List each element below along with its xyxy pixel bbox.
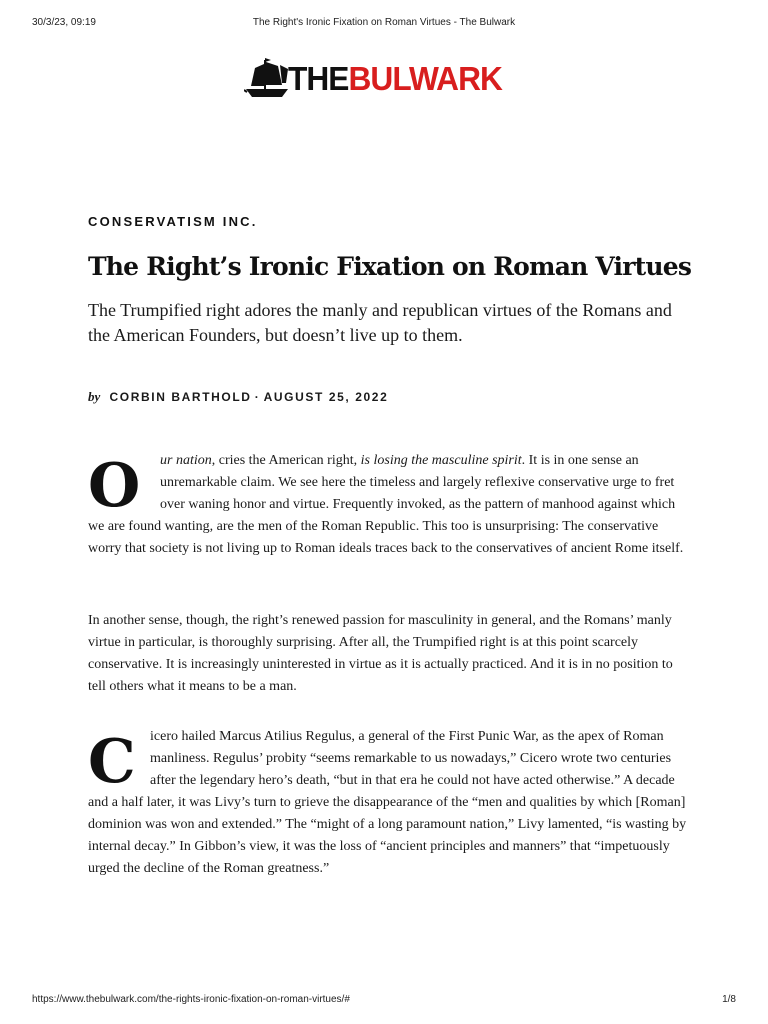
dropcap-o: O [88,451,141,521]
site-logo[interactable] [244,56,534,100]
byline-separator: · [254,390,261,404]
ship-icon [244,56,290,100]
article-dek: The Trumpified right adores the manly and republican virtues of the Romans and the American Founders, but doesn’t live up to them. [88,300,672,345]
paragraph-1-text-a: , cries the American right, [211,453,361,468]
article-paragraph-1 [88,450,688,560]
paragraph-1-text-b: . It is in one sense an unremarkable claim. We see here the timeless and largely reflexive conservative urge to fret over waning honor and virtue. Frequently invoked, as the pattern of manhood against which we are found wanting, are the men of the Roman Republic. This too is unsurprising: The conservative worry that society is not living up to Roman ideals traces back to the conservatives of ancient Rome itself. [88,453,684,556]
paragraph-1-lead: ur nation [160,453,212,468]
dropcap-c: C [88,727,136,797]
logo-the: THE [288,59,349,97]
byline-by: by [88,389,101,404]
print-page-title: The Right's Ironic Fixation on Roman Virtues - The Bulwark [252,17,516,28]
print-header [32,17,736,31]
byline-date: AUGUST 25, 2022 [263,390,389,404]
logo-wordmark [288,59,502,97]
byline-author[interactable]: CORBIN BARTHOLD [109,390,252,404]
paragraph-3-text: icero hailed Marcus Atilius Regulus, a general of the First Punic War, as the apex of Roman manliness. Regulus’ probity “seems remarkable to us nowadays,” Cicero wrote two centuries after the legendary hero’s death, “but in that era he could not have acted otherwise.” A decade and a half later, it was Livy’s turn to grieve the disappearance of the “men and qualities by which [Roman] dominion was won and extended.” The “might of a long paramount nation,” Livy lamented, “is wasting by internal decay.” In Gibbon’s view, it was the loss of “ancient principles and manners” that “impetuously urged the decline of the Roman greatness.” [88,729,687,876]
print-footer [32,994,736,1008]
print-url[interactable]: https://www.thebulwark.com/the-rights-ironic-fixation-on-roman-virtues/# [32,994,350,1005]
article-kicker[interactable]: CONSERVATISM INC. [88,214,258,229]
article-paragraph-3 [88,726,688,880]
print-datetime: 30/3/23, 09:19 [32,17,96,28]
print-page-number: 1/8 [722,994,736,1005]
article-headline: The Right’s Ironic Fixation on Roman Virtues [88,252,692,281]
logo-bulwark: BULWARK [348,59,502,97]
paragraph-1-link[interactable]: is losing the masculine spirit [360,453,522,468]
article-paragraph-2: In another sense, though, the right’s renewed passion for masculinity in general, and the Romans’ manly virtue in particular, is thoroughly surprising. After all, the Trumpified right is at this point scarcely conservative. It is increasingly uninterested in virtue as it is actually practiced. And it is in no position to tell others what it means to be a man. [88,613,673,694]
byline [88,389,388,405]
